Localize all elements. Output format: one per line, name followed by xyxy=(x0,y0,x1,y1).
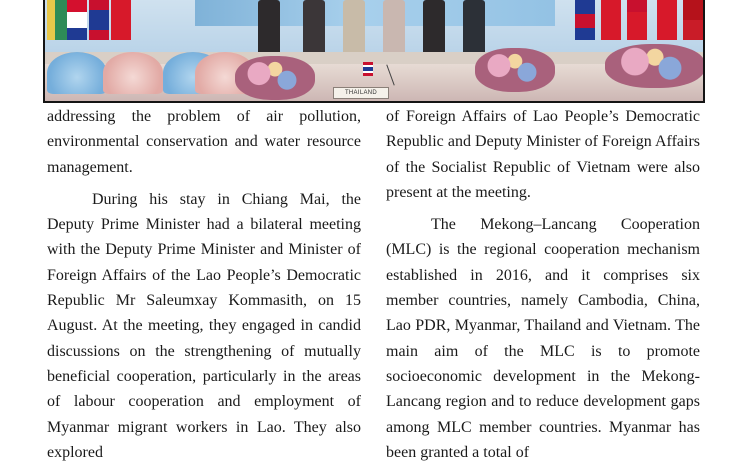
paragraph: addressing the problem of air pollution, environmental conservation and water resource management. xyxy=(47,108,361,176)
flag-left-1 xyxy=(47,0,67,40)
delegate-6 xyxy=(463,0,485,54)
delegate-1 xyxy=(258,0,280,54)
country-nameplate: THAILAND xyxy=(333,87,389,99)
flower-arrangement-left xyxy=(235,56,315,100)
flag-right-5 xyxy=(683,0,703,40)
paragraph: of Foreign Affairs of Lao People’s Democratic Republic and Deputy Minister of Foreign Affairs of the Socialist Republic of Vietnam were also present at the meeting. xyxy=(386,108,700,201)
flag-right-3 xyxy=(627,0,647,40)
flag-left-2 xyxy=(67,0,87,40)
flag-right-4 xyxy=(657,0,677,40)
flower-arrangement-far-right xyxy=(605,44,705,88)
meeting-photo xyxy=(43,0,705,103)
paragraph: The Mekong–Lancang Cooperation (MLC) is the regional cooperation mechanism established in 2016, and it comprises six member countries, namely Cambodia, China, Lao PDR, Myanmar, Thailand and Vietnam. The main aim of the MLC is to promote socioeconomic development in the Mekong-Lancang region and to reduce development gaps among MLC member countries. Myanmar has been granted a total of xyxy=(386,216,700,461)
paragraph: During his stay in Chiang Mai, the Deputy Prime Minister had a bilateral meeting with the Deputy Prime Minister and Minister of Foreign Affairs of the Lao People’s Democratic Republic Mr Saleumxay Kommasith, on 15 August. At the meeting, they engaged in candid discussions on the strengthening of mutually beneficial cooperation, particularly in the areas of labour cooperation and employment of Myanmar migrant workers in Lao. They also explored xyxy=(47,190,361,461)
thai-desk-flag xyxy=(363,62,373,76)
flag-left-4 xyxy=(111,0,131,40)
article-column-left xyxy=(47,104,361,465)
flag-left-3 xyxy=(89,0,109,40)
decorative-umbrella-blue-left xyxy=(47,52,107,94)
decorative-umbrella-pink-left xyxy=(103,52,163,94)
stage-backdrop-screen xyxy=(195,0,555,26)
delegate-4 xyxy=(383,0,405,54)
flower-arrangement-right xyxy=(475,48,555,92)
flag-right-1 xyxy=(575,0,595,40)
delegate-3 xyxy=(343,0,365,54)
flag-right-2 xyxy=(601,0,621,40)
delegate-2 xyxy=(303,0,325,54)
article-column-right xyxy=(386,104,700,465)
delegate-5 xyxy=(423,0,445,54)
